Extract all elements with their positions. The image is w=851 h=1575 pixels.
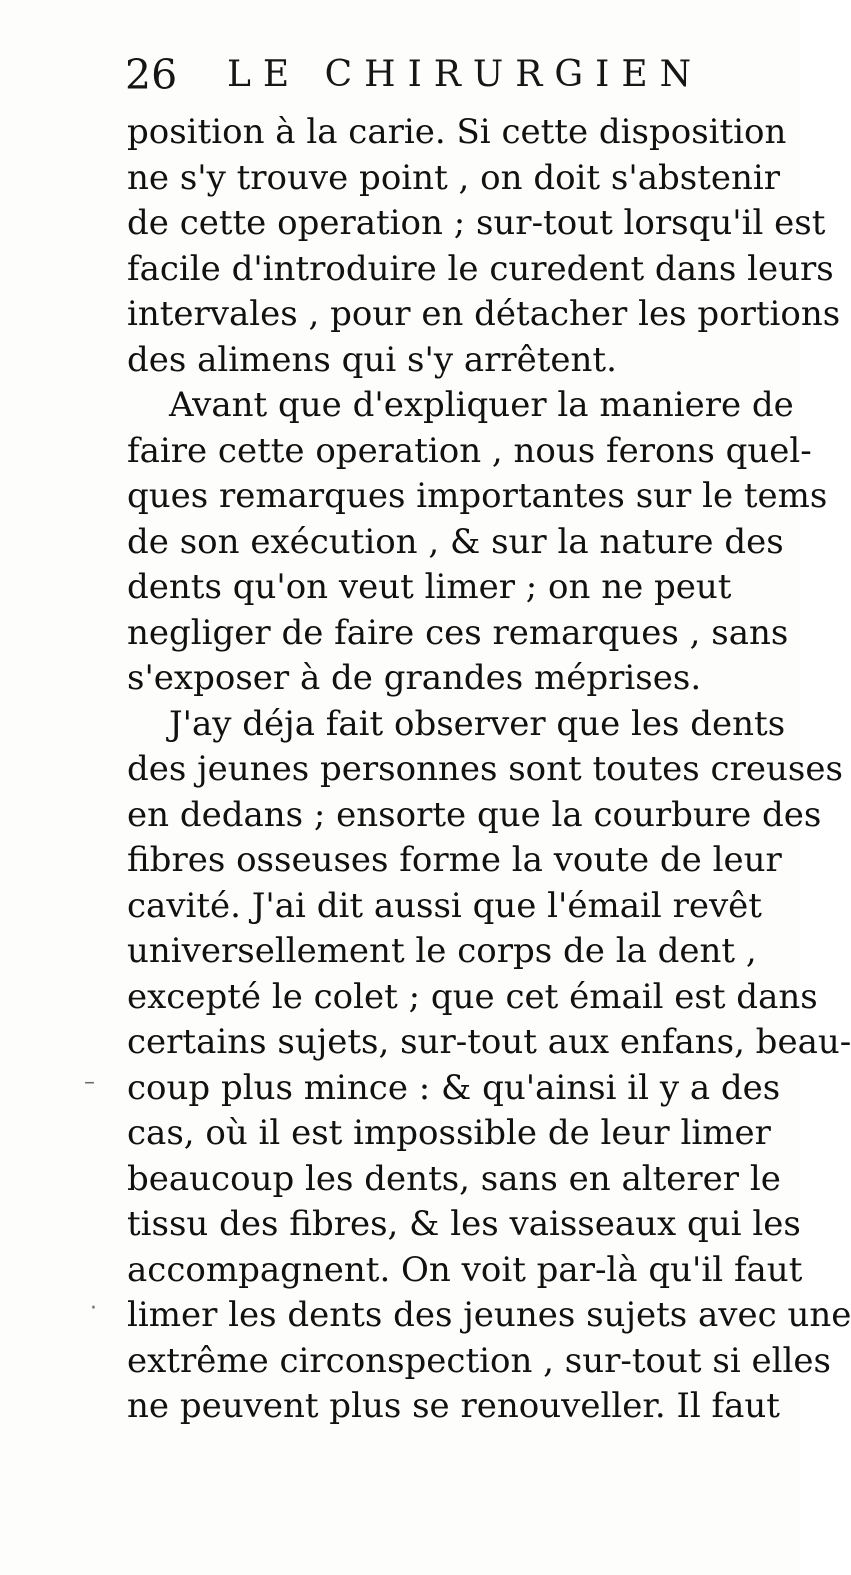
- text-line: ne peuvent plus se renouveller. Il faut: [127, 1386, 780, 1426]
- text-line: universellement le corps de la dent ,: [127, 931, 757, 971]
- text-line: excepté le colet ; que cet émail est dans: [127, 976, 818, 1017]
- text-line: position à la carie. Si cette disposition: [127, 112, 787, 152]
- text-line: des jeunes personnes sont toutes creuses: [127, 749, 843, 789]
- text-line: de cette operation ; sur-tout lorsqu'il est: [127, 203, 826, 243]
- paragraph-start-line: J'ay déja fait observer que les dents: [169, 703, 786, 744]
- text-line: ques remarques importantes sur le tems: [127, 476, 828, 516]
- text-line: negliger de faire ces remarques , sans: [127, 612, 789, 653]
- text-line: intervales , pour en détacher les portions: [127, 294, 841, 334]
- text-line: s'exposer à de grandes méprises.: [127, 658, 702, 698]
- text-line: extrême circonspection , sur-tout si elles: [127, 1340, 831, 1381]
- text-line: beaucoup les dents, sans en alterer le: [127, 1158, 781, 1199]
- text-line: faire cette operation , nous ferons quel-: [127, 430, 812, 471]
- text-line: cas, où il est impossible de leur limer: [127, 1113, 771, 1153]
- paragraph-start-line: Avant que d'expliquer la maniere de: [169, 385, 794, 425]
- text-line: dents qu'on veut limer ; on ne peut: [127, 567, 732, 607]
- text-line: cavité. J'ai dit aussi que l'émail revêt: [127, 885, 762, 926]
- text-line: limer les dents des jeunes sujets avec une: [127, 1295, 851, 1335]
- stray-ink-mark: ·: [90, 1296, 97, 1321]
- page-number: 26: [125, 51, 178, 99]
- text-line: tissu des fibres, & les vaisseaux qui les: [127, 1204, 801, 1244]
- running-head: LE CHIRURGIEN: [227, 54, 704, 95]
- body-text: [127, 110, 851, 1430]
- text-line: facile d'introduire le curedent dans leurs: [127, 248, 834, 289]
- page-header: [125, 44, 745, 104]
- stray-ink-mark: –: [84, 1070, 95, 1095]
- text-line: certains sujets, sur-tout aux enfans, beau-: [127, 1022, 851, 1062]
- text-line: coup plus mince : & qu'ainsi il y a des: [127, 1067, 781, 1108]
- text-line: accompagnent. On voit par-là qu'il faut: [127, 1249, 803, 1290]
- text-line: fibres osseuses forme la voute de leur: [127, 840, 782, 880]
- text-line: en dedans ; ensorte que la courbure des: [127, 794, 822, 835]
- text-line: ne s'y trouve point , on doit s'abstenir: [127, 157, 780, 198]
- text-line: des alimens qui s'y arrêtent.: [127, 339, 617, 380]
- text-line: de son exécution , & sur la nature des: [127, 521, 784, 562]
